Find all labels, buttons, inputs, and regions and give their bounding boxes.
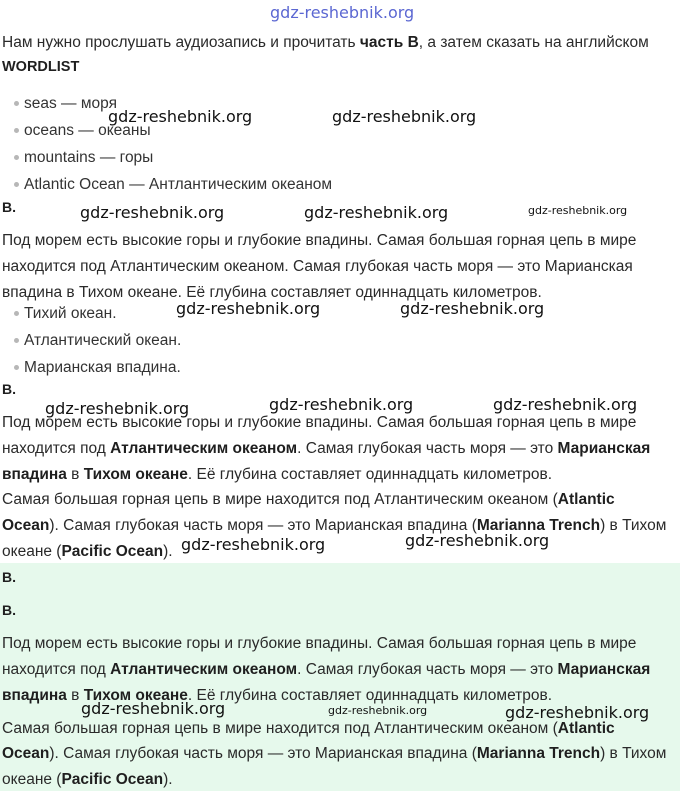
watermark: gdz-reshebnik.org xyxy=(493,395,638,414)
text-run: . Самая глубокая часть моря — это xyxy=(297,440,558,457)
section2-paragraph-line xyxy=(2,465,552,485)
intro-text xyxy=(2,33,649,53)
watermark-top: gdz-reshebnik.org xyxy=(270,3,415,22)
section1-line: впадина в Тихом океане. Её глубина составляет одиннадцать километров. xyxy=(2,284,542,301)
text-run: Самая большая горная цепь в мире находится под Атлантическим океаном ( xyxy=(2,720,558,737)
text-run: находится под xyxy=(2,661,111,678)
text-run: ). Самая глубокая часть моря — это Марианская впадина ( xyxy=(49,745,477,762)
bullet-icon xyxy=(14,101,19,106)
answer-label: B. xyxy=(2,569,16,585)
text-run-bold: Marianna Trench xyxy=(476,517,601,534)
answer-translation-line xyxy=(2,770,173,790)
answer-translation-line xyxy=(2,719,615,739)
text-run: . Её глубина составляет одиннадцать километров. xyxy=(187,687,553,704)
watermark: gdz-reshebnik.org xyxy=(405,531,550,550)
wordlist-item: Atlantic Ocean — Антлантическим океаном xyxy=(24,176,333,193)
section2-translation-line xyxy=(2,542,173,562)
section2-paragraph-line: Под морем есть высокие горы и глубокие впадины. Самая большая горная цепь в мире xyxy=(2,414,637,431)
bullet-icon xyxy=(14,182,19,187)
text-run: ) в Тихом xyxy=(600,517,667,534)
watermark: gdz-reshebnik.org xyxy=(108,107,253,126)
text-run-bold: Pacific Ocean xyxy=(61,543,164,560)
wordlist-item: seas — моря xyxy=(24,95,117,112)
watermark: gdz-reshebnik.org xyxy=(81,699,226,718)
watermark: gdz-reshebnik.org xyxy=(505,703,650,722)
section1-line: Под морем есть высокие горы и глубокие впадины. Самая большая горная цепь в мире xyxy=(2,232,637,249)
intro-text-after: , а затем сказать на английском xyxy=(418,34,649,51)
text-run: . Самая глубокая часть моря — это xyxy=(297,661,558,678)
intro-text-before: Нам нужно прослушать аудиозапись и прочитать xyxy=(2,34,360,51)
section1-item: Атлантический океан. xyxy=(24,332,182,349)
bullet-icon xyxy=(14,338,19,343)
text-run-bold: Марианская xyxy=(557,661,651,678)
watermark: gdz-reshebnik.org xyxy=(269,395,414,414)
text-run-bold: Атлантическим океаном xyxy=(110,440,298,457)
section2-label: B. xyxy=(2,381,16,397)
text-run-bold: Ocean xyxy=(2,745,50,762)
text-run-bold: Atlantic xyxy=(557,720,615,737)
watermark: gdz-reshebnik.org xyxy=(176,299,321,318)
watermark: gdz-reshebnik.org xyxy=(304,203,449,222)
section1-item: Тихий океан. xyxy=(24,305,117,322)
wordlist-item: mountains — горы xyxy=(24,149,154,166)
watermark: gdz-reshebnik.org xyxy=(528,204,628,217)
wordlist-heading: WORDLIST xyxy=(2,59,80,75)
section2-translation-line xyxy=(2,490,615,510)
text-run-bold: Атлантическим океаном xyxy=(110,661,298,678)
text-run-bold: Тихом океане xyxy=(83,466,188,483)
section1-label: B. xyxy=(2,199,16,215)
watermark: gdz-reshebnik.org xyxy=(332,107,477,126)
wordlist-item: oceans — океаны xyxy=(24,122,151,139)
text-run: в xyxy=(66,466,84,483)
watermark: gdz-reshebnik.org xyxy=(45,399,190,418)
answer-label: B. xyxy=(2,602,16,618)
text-run: Самая большая горная цепь в мире находится под Атлантическим океаном ( xyxy=(2,491,558,508)
answer-paragraph-line: Под морем есть высокие горы и глубокие впадины. Самая большая горная цепь в мире xyxy=(2,635,637,652)
watermark: gdz-reshebnik.org xyxy=(328,704,428,717)
bullet-icon xyxy=(14,365,19,370)
text-run-bold: Марианская xyxy=(557,440,651,457)
text-run-bold: Marianna Trench xyxy=(476,745,601,762)
section1-line: находится под Атлантическим океаном. Самая глубокая часть моря — это Марианская xyxy=(2,258,633,275)
text-run: океане ( xyxy=(2,543,62,560)
text-run-bold: Ocean xyxy=(2,517,50,534)
text-run-bold: впадина xyxy=(2,687,67,704)
text-run-bold: Pacific Ocean xyxy=(61,771,164,788)
watermark: gdz-reshebnik.org xyxy=(181,535,326,554)
answer-paragraph-line xyxy=(2,660,650,680)
text-run-bold: Atlantic xyxy=(557,491,615,508)
text-run: ). xyxy=(163,543,173,560)
intro-text-bold: часть B xyxy=(359,34,419,51)
text-run: ) в Тихом xyxy=(600,745,667,762)
text-run: находится под xyxy=(2,440,111,457)
bullet-icon xyxy=(14,128,19,133)
text-run-bold: Тихом океане xyxy=(83,687,188,704)
bullet-icon xyxy=(14,311,19,316)
bullet-icon xyxy=(14,155,19,160)
watermark: gdz-reshebnik.org xyxy=(80,203,225,222)
text-run: океане ( xyxy=(2,771,62,788)
section1-item: Марианская впадина. xyxy=(24,359,181,376)
text-run-bold: впадина xyxy=(2,466,67,483)
watermark: gdz-reshebnik.org xyxy=(400,299,545,318)
text-run: ). Самая глубокая часть моря — это Марианская впадина ( xyxy=(49,517,477,534)
text-run: . Её глубина составляет одиннадцать километров. xyxy=(187,466,553,483)
answer-translation-line xyxy=(2,744,666,764)
section2-translation-line xyxy=(2,516,666,536)
section2-paragraph-line xyxy=(2,439,650,459)
text-run: ). xyxy=(163,771,173,788)
text-run: в xyxy=(66,687,84,704)
